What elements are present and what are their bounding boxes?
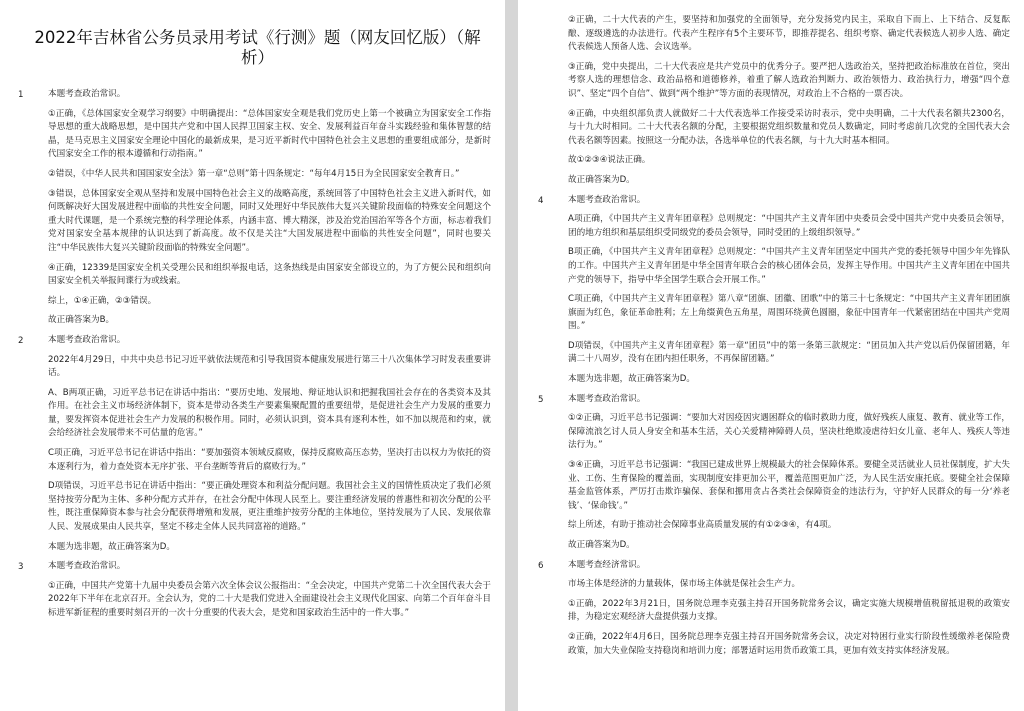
explanation-paragraph: 本题考查政治常识。 [48,334,126,345]
question-number: 3 [18,562,24,573]
question-block [538,559,1010,659]
explanation-paragraph: B项正确，《中国共产主义青年团章程》总则规定：“中国共产主义青年团坚定中国共产党的委托领导中国少年先锋队的工作。中国共产主义青年团是中华全国青年联合会的核心团体会员，发挥主导作用。中国共产主义青年团在中国共产党的领导下，指导中华全国学生联合会开展工作。” [568,247,1010,285]
explanation-paragraph: ②正确，二十大代表的产生，要坚持和加强党的全面领导，充分发扬党内民主，采取自下而上、上下结合、反复酝酿、逐级遴选的办法进行。代表产生程序有5个主要环节，即推荐提名、组织考察、确定代表候选人初步人选、确定代表候选人预备人选、会议选举。 [568,15,1010,53]
explanation-paragraph: ①正确，中国共产党第十九届中央委员会第六次全体会议公报指出：“全会决定，中国共产党第二十次全国代表大会于2022年下半年在北京召开。全会认为，党的二十大是我们党进入全面建设社会主义现代化国家、向第二个百年奋斗目标进军新征程的重要时刻召开的一次十分重要的代表大会，是党和国家政治生活中的一件大事。” [48,580,491,618]
explanation-paragraph: ②错误，《中华人民共和国国家安全法》第一章“总则”第十四条规定：“每年4月15日为全民国家安全教育日。” [48,168,460,179]
question-block [18,560,491,620]
page-gap [505,0,518,711]
explanation-paragraph: ④正确，中央组织部负责人就做好二十大代表选举工作接受采访时表示，党中央明确，二十大代表名额共2300名，与十九大时相同。二十大代表名额的分配，主要根据党组织数量和党员人数确定，同时考虑前几次党的全国代表大会代表名额等因素。按照这一分配办法，各选举单位的代表名额，与十九大时基本相同。 [568,108,1010,146]
document-page-right [518,0,1024,711]
explanation-paragraph: ③正确，党中央提出，二十大代表应是共产党员中的优秀分子。要严把人选政治关，坚持把政治标准放在首位，突出考察人选的理想信念、政治品格和道德修养，着重了解人选政治判断力、政治领悟力、政治执行力，增强“四个意识”、坚定“四个自信”、做到“两个维护”等方面的表现情况，对政治上不合格的一票否决。 [568,61,1010,99]
question-block [18,334,491,554]
document-page-left [0,0,505,711]
explanation-paragraph: 本题考查政治常识。 [568,194,646,205]
explanation-paragraph: 故正确答案为D。 [568,174,635,185]
explanation-paragraph: ④正确，12339是国家安全机关受理公民和组织举报电话，这条热线是由国家安全部设立的，为了方便公民和组织向国家安全机关举报间谍行为或线索。 [48,262,491,287]
explanation-paragraph: 本题考查政治常识。 [568,393,646,404]
explanation-paragraph: 本题考查政治常识。 [48,89,126,99]
explanation-paragraph: D项错误，习近平总书记在讲话中指出：“要正确处理资本和利益分配问题。我国社会主义的国情性质决定了我们必须坚持按劳分配为主体、多种分配方式并存，在社会分配中体现人民至上。要注重经济发展的普惠性和初次分配的公平性，既注重保障资本参与社会分配获得增殖和发展，更注重维护按劳分配的主体地位，坚持发展为了人民、发展依靠人民、发展成果由人民共享，坚定不移走全体人民共同富裕的道路。” [48,481,491,533]
explanation-paragraph: C项正确，《中国共产主义青年团章程》第八章“团旗、团徽、团歌”中的第三十七条规定：“中国共产主义青年团团旗旗面为红色，象征革命胜利；左上角缀黄色五角星，周围环绕黄色圆圈，象征中国青年一代紧密团结在中国共产党周围。” [568,294,1010,332]
question-number: 5 [538,394,544,405]
explanation-paragraph: 本题为选非题，故正确答案为D。 [48,541,175,552]
explanation-paragraph: 故①②③④说法正确。 [568,155,651,166]
question-block [538,393,1010,553]
question-block [538,194,1010,387]
question-number: 1 [18,90,24,100]
explanation-paragraph: 2022年4月29日，中共中央总书记习近平就依法规范和引导我国资本健康发展进行第三十八次集体学习时发表重要讲话。 [48,354,491,379]
left-page-body [18,88,491,621]
explanation-paragraph: 市场主体是经济的力量载体，保市场主体就是保社会生产力。 [568,579,801,590]
explanation-paragraph: ②正确，2022年4月6日，国务院总理李克强主持召开国务院常务会议，决定对特困行业实行阶段性缓缴养老保险费政策，加大失业保险支持稳岗和培训力度；部署适时运用货币政策工具，更加有效支持实体经济发展。 [568,631,1010,656]
explanation-paragraph: D项错误，《中国共产主义青年团章程》第一章“团员”中的第一条第三款规定：“团员加入共产党以后仍保留团籍，年满二十八周岁，没有在团内担任职务，不再保留团籍。” [568,340,1010,365]
explanation-paragraph: 综上，①④正确，②③错误。 [48,295,157,306]
question-number: 4 [538,195,544,206]
explanation-paragraph: ③错误，总体国家安全观从坚持和发展中国特色社会主义的战略高度，系统回答了中国特色社会主义进入新时代，如何既解决好大国发展进程中面临的共性安全问题，同时又处理好中华民族伟大复兴关键阶段面临的特殊安全问题这个重大时代课题，是一个系统完整的科学理论体系，内涵丰富、博大精深，涉及治党治国治军等各个方面，标志着我们党对国家安全基本规律的认识达到了新高度。故不仅是关注“大国发展进程中面临的共性安全问题”，同时也要关注“中华民族伟大复兴关键阶段面临的特殊安全问题”。 [48,188,491,253]
question-continuation [538,14,1010,188]
explanation-paragraph: ③④正确，习近平总书记强调：“我国已建成世界上规模最大的社会保障体系。要健全灵活就业人员社保制度，扩大失业、工伤、生育保险的覆盖面，实现制度安排更加公平，覆盖范围更加广泛，为人民生活安康托底。要健全社会保障基金监管体系，严厉打击欺诈骗保、套保和挪用贪占各类社会保障资金的违法行为，守护好人民群众的每一分‘养老钱’、‘保命钱’。” [568,460,1010,511]
continued-answer [538,14,1010,188]
explanation-paragraph: A、B两项正确，习近平总书记在讲话中指出：“要历史地、发展地、辩证地认识和把握我国社会存在的各类资本及其作用。在社会主义市场经济体制下，资本是带动各类生产要素集聚配置的重要纽带，是促进社会生产力发展的重要力量，要发挥资本促进社会生产力发展的积极作用。同时，必须认识到，资本具有逐利本性，如不加以规范和约束，就会给经济社会发展带来不可估量的危害。” [48,387,491,439]
explanation-paragraph: ①②正确，习近平总书记强调：“要加大对因疫因灾遇困群众的临时救助力度，做好残疾人康复、教育、就业等工作，保障流浪乞讨人员人身安全和基本生活，关心关爱精神障碍人员，坚决杜绝欺凌虐待妇女儿童、老年人、残疾人等违法行为。” [568,413,1010,451]
question-number: 2 [18,335,24,346]
document-title: 2022年吉林省公务员录用考试《行测》题（网友回忆版）（解析） [34,28,481,67]
explanation-paragraph: 本题为选非题，故正确答案为D。 [568,374,695,385]
explanation-paragraph: 故正确答案为D。 [568,540,635,550]
explanation-paragraph: ①正确，《总体国家安全观学习纲要》中明确提出：“总体国家安全观是我们党历史上第一个被确立为国家安全工作指导思想的重大战略思想，是中国共产党和中国人民捍卫国家主权、安全、发展利益百年奋斗实践经验和集体智慧的结晶，是马克思主义国家安全理论中国化的最新成果，是习近平新时代中国特色社会主义思想的重要组成部分，是新时代国家安全工作的根本遵循和行动指南。” [48,108,491,160]
explanation-paragraph: A项正确，《中国共产主义青年团章程》总则规定：“中国共产主义青年团中央委员会受中国共产党中央委员会领导，团的地方组织和基层组织受同级党的委员会领导，同时受团的上级组织领导。” [568,214,1010,238]
explanation-paragraph: C项正确，习近平总书记在讲话中指出：“要加强资本领域反腐败，保持反腐败高压态势，坚决打击以权力为依托的资本逐利行为，着力查处资本无序扩张、平台垄断等背后的腐败行为。” [48,448,491,472]
question-block [18,88,491,328]
explanation-paragraph: ①正确，2022年3月21日，国务院总理李克强主持召开国务院常务会议，确定实施大规模增值税留抵退税的政策安排，为稳定宏观经济大盘提供强力支撑。 [568,598,1010,623]
explanation-paragraph: 本题考查政治常识。 [48,561,126,572]
explanation-paragraph: 本题考查经济常识。 [568,559,646,570]
explanation-paragraph: 综上所述，有助于推动社会保障事业高质量发展的有①②③④，有4项。 [568,520,837,531]
question-number: 6 [538,560,544,571]
explanation-paragraph: 故正确答案为B。 [48,315,115,326]
right-page-body [538,194,1010,659]
